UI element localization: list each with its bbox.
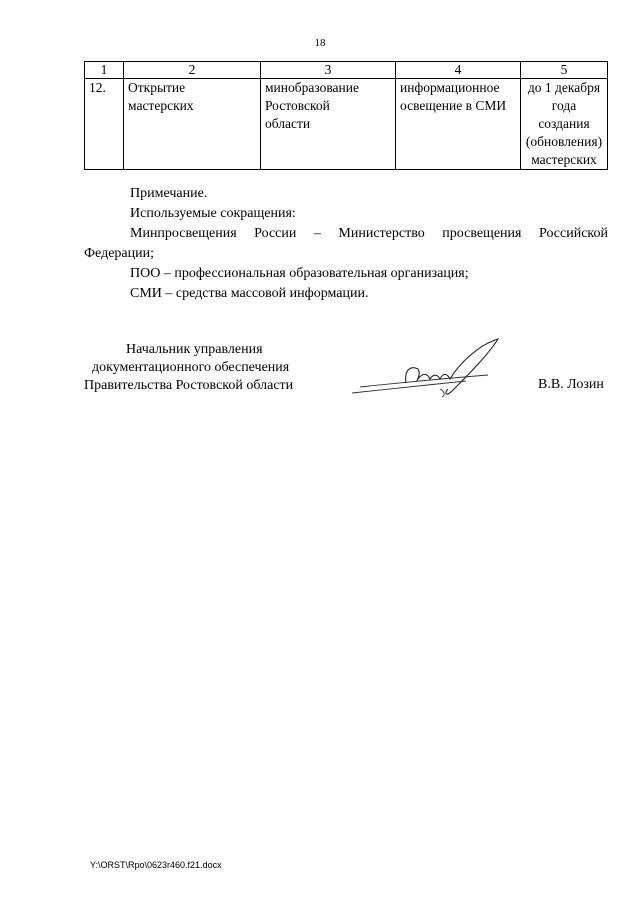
signatory-position bbox=[84, 341, 293, 395]
abbreviation-minpros-cont: Федерации; bbox=[84, 246, 155, 261]
file-path-footer: Y:\ORST\Rpo\0623r460.f21.docx bbox=[90, 860, 222, 870]
position-line: Начальник управления bbox=[126, 342, 263, 357]
abbreviations-intro: Используемые сокращения: bbox=[130, 206, 296, 221]
table-row bbox=[85, 79, 608, 170]
table-header-row bbox=[85, 62, 608, 79]
activity-line: мастерских bbox=[128, 98, 194, 113]
abbreviation-minpros: Минпросвещения России – Министерство просвещения Российской bbox=[130, 226, 608, 241]
activity-line: Открытие bbox=[128, 80, 186, 95]
row-number: 12. bbox=[85, 79, 124, 170]
abbreviation-smi: СМИ – средства массовой информации. bbox=[130, 286, 369, 301]
header-cell-1: 1 bbox=[85, 62, 124, 79]
result-line: освещение в СМИ bbox=[400, 98, 507, 113]
activity-cell bbox=[124, 79, 261, 170]
note-title: Примечание. bbox=[130, 186, 208, 201]
result-line: информационное bbox=[400, 80, 500, 95]
responsible-cell bbox=[261, 79, 396, 170]
position-line: Правительства Ростовской области bbox=[84, 378, 294, 393]
result-cell bbox=[396, 79, 521, 170]
abbreviation-poo: ПОО – профессиональная образовательная организация; bbox=[130, 266, 469, 281]
deadline-line: года bbox=[551, 98, 577, 113]
position-line: документационного обеспечения bbox=[92, 360, 290, 375]
responsible-line: области bbox=[265, 116, 311, 131]
deadline-line: мастерских bbox=[531, 152, 597, 167]
notes-section bbox=[84, 184, 608, 304]
header-cell-5: 5 bbox=[521, 62, 608, 79]
deadline-line: до 1 декабря bbox=[527, 80, 601, 95]
header-cell-3: 3 bbox=[261, 62, 396, 79]
page-number: 18 bbox=[314, 37, 326, 49]
deadline-cell bbox=[521, 79, 608, 170]
header-cell-4: 4 bbox=[396, 62, 521, 79]
responsible-line: минобразование bbox=[265, 80, 359, 95]
signer-name: В.В. Лозин bbox=[538, 377, 604, 392]
responsible-line: Ростовской bbox=[265, 98, 330, 113]
activities-table bbox=[84, 61, 608, 170]
deadline-line: создания bbox=[538, 116, 590, 131]
header-cell-2: 2 bbox=[124, 62, 261, 79]
handwritten-signature bbox=[348, 335, 508, 400]
deadline-line: (обновления) bbox=[525, 134, 603, 149]
